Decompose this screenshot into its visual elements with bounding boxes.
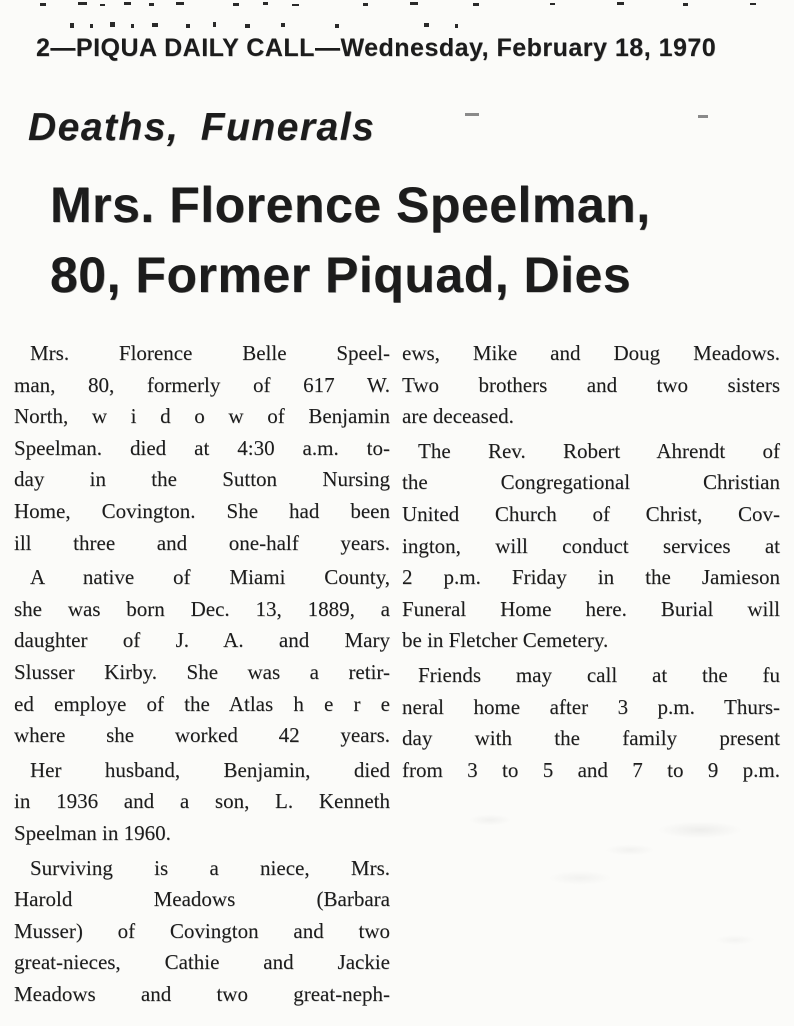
article-line: 2 p.m. Friday in the Jamieson — [402, 565, 780, 590]
article-paragraph — [14, 338, 390, 559]
article-line: ington, will conduct services at — [402, 533, 780, 558]
article-line: Home, Covington. She had been — [14, 498, 390, 523]
article-paragraph — [402, 436, 780, 657]
section-heading-deaths-funerals: Deaths, Funerals — [28, 106, 376, 149]
article-line: where she worked 42 years. — [14, 723, 390, 748]
article-line: Harold Meadows (Barbara — [14, 887, 390, 912]
article-line: Two brothers and two sisters — [402, 372, 780, 397]
article-line: great-nieces, Cathie and Jackie — [14, 950, 390, 975]
article-line: United Church of Christ, Cov- — [402, 501, 780, 526]
article-line: Slusser Kirby. She was a retir- — [14, 659, 390, 684]
article-paragraph — [402, 338, 780, 433]
article-line: day with the family present — [402, 726, 780, 751]
article-line: Mrs. Florence Belle Speel- — [30, 341, 390, 365]
article-paragraph — [14, 562, 390, 752]
article-paragraph — [14, 853, 390, 1011]
article-line: Meadows and two great-neph- — [14, 981, 390, 1006]
article-line: Her husband, Benjamin, died — [30, 757, 390, 782]
article-line: in 1936 and a son, L. Kenneth — [14, 789, 390, 814]
article-line: ill three and one-half years. — [14, 530, 390, 555]
obituary-headline — [50, 170, 651, 310]
article-line: Surviving is a niece, Mrs. — [30, 855, 390, 880]
article-line: daughter of J. A. and Mary — [14, 628, 390, 653]
article-column-left — [14, 338, 390, 1013]
article-paragraph — [14, 755, 390, 850]
article-line: Funeral Home here. Burial will — [402, 596, 780, 621]
article-column-right — [402, 338, 780, 789]
article-line: are deceased. — [402, 404, 514, 429]
article-line: The Rev. Robert Ahrendt of — [418, 438, 780, 463]
article-line: Speelman in 1960. — [14, 820, 171, 845]
article-line: ews, Mike and Doug Meadows. — [402, 341, 780, 365]
article-line: A native of Miami County, — [30, 565, 390, 590]
headline-line-2: 80, Former Piquad, Dies — [50, 247, 632, 303]
article-line: Speelman. died at 4:30 a.m. to- — [14, 435, 390, 460]
article-line: man, 80, formerly of 617 W. — [14, 372, 390, 397]
article-line: the Congregational Christian — [402, 470, 780, 495]
article-line: she was born Dec. 13, 1889, a — [14, 596, 390, 621]
article-line: North, w i d o w of Benjamin — [14, 404, 390, 429]
article-line: be in Fletcher Cemetery. — [402, 628, 609, 653]
article-line: Friends may call at the fu — [418, 662, 780, 687]
headline-line-1: Mrs. Florence Speelman, — [50, 177, 651, 233]
article-line: neral home after 3 p.m. Thurs- — [402, 694, 780, 719]
article-line: day in the Sutton Nursing — [14, 467, 390, 492]
article-line: ed employe of the Atlas h e r e — [14, 691, 390, 716]
article-line: Musser) of Covington and two — [14, 918, 390, 943]
article-paragraph — [402, 660, 780, 786]
newspaper-masthead: 2—PIQUA DAILY CALL—Wednesday, February 18, 1970 — [36, 34, 717, 62]
article-line: from 3 to 5 and 7 to 9 p.m. — [402, 757, 780, 782]
